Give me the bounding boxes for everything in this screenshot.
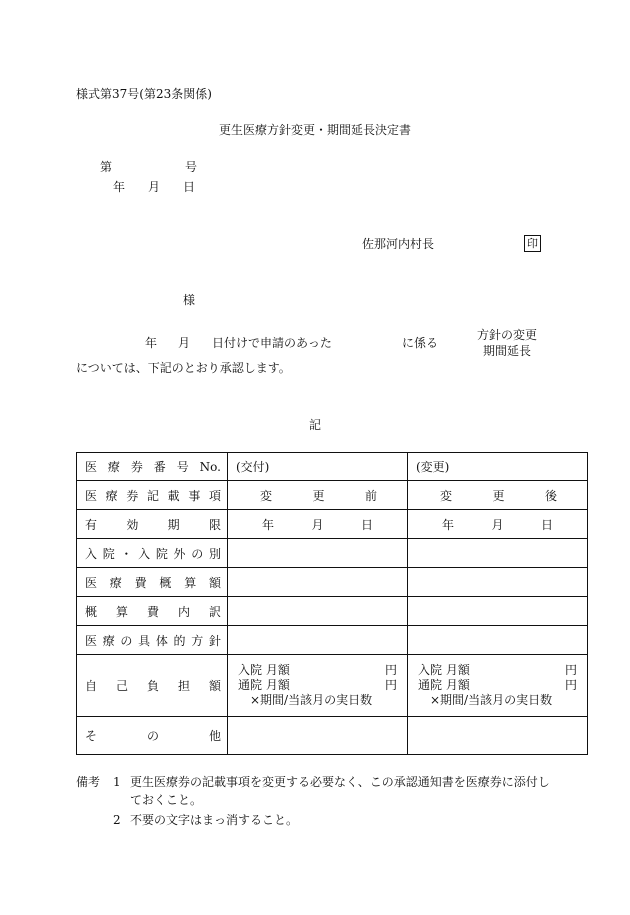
yen-unit: 円: [564, 678, 577, 692]
option-period-extension: 期間延長: [483, 344, 532, 358]
remark-1-number: 1: [113, 775, 121, 789]
copay-before-cell: [228, 655, 408, 717]
inpatient-monthly: 入院 月額: [418, 663, 470, 677]
blank-cell: [408, 717, 588, 755]
copay-after-cell: [408, 655, 588, 717]
outpatient-monthly: 通院 月額: [418, 678, 470, 692]
validity-month: 月: [491, 517, 504, 532]
label-estimated-cost: 医療費概算額: [77, 568, 228, 597]
after-char-2: 更: [492, 488, 505, 503]
remark-2-number: 2: [113, 813, 121, 827]
after-char-1: 変: [440, 488, 453, 503]
blank-cell: [228, 626, 408, 655]
option-policy-change: 方針の変更: [477, 328, 538, 342]
seal-stamp: 印: [524, 235, 541, 252]
number-suffix: 号: [185, 160, 198, 174]
form-number: 様式第37号(第23条関係): [76, 87, 212, 101]
date-month: 月: [148, 180, 161, 194]
issued-column: (交付): [228, 453, 408, 481]
remarks-heading: 備考: [76, 775, 101, 789]
body-month: 月: [178, 336, 191, 350]
before-char-3: 前: [364, 488, 377, 503]
ki-heading: 記: [309, 418, 322, 432]
issuer-name: 佐那河内村長: [362, 237, 435, 251]
date-day: 日: [183, 180, 196, 194]
before-char-1: 変: [260, 488, 273, 503]
body-related: に係る: [402, 336, 439, 350]
blank-cell: [408, 539, 588, 568]
body-year: 年: [145, 336, 158, 350]
changed-column: (変更): [408, 453, 588, 481]
validity-day: 日: [540, 517, 553, 532]
blank-cell: [228, 539, 408, 568]
table-row: [77, 597, 588, 626]
before-change-cell: [228, 481, 408, 510]
label-ticket-items: 医療券記載事項: [77, 481, 228, 510]
label-copayment: 自己負担額: [77, 655, 228, 717]
inpatient-monthly: 入院 月額: [238, 663, 290, 677]
body-approval: については、下記のとおり承認します。: [76, 361, 291, 375]
blank-cell: [228, 597, 408, 626]
table-row: [77, 717, 588, 755]
table-row: [77, 481, 588, 510]
validity-month: 月: [311, 517, 324, 532]
table-row: [77, 510, 588, 539]
yen-unit: 円: [564, 663, 577, 677]
blank-cell: [408, 568, 588, 597]
label-inpatient-type: 入院・入院外の別: [77, 539, 228, 568]
validity-before-cell: [228, 510, 408, 539]
after-char-3: 後: [544, 488, 557, 503]
label-ticket-number: 医療券番号No.: [77, 453, 228, 481]
remark-1-continuation: ておくこと。: [130, 793, 203, 807]
validity-after-cell: [408, 510, 588, 539]
outpatient-monthly: 通院 月額: [238, 678, 290, 692]
blank-cell: [228, 568, 408, 597]
blank-cell: [408, 597, 588, 626]
label-other: その他: [77, 717, 228, 755]
date-year: 年: [113, 180, 126, 194]
label-treatment-policy: 医療の具体的方針: [77, 626, 228, 655]
decision-table: [76, 452, 588, 755]
validity-year: 年: [442, 517, 455, 532]
label-cost-breakdown: 概算費内訳: [77, 597, 228, 626]
table-row: [77, 568, 588, 597]
remark-1-text: 更生医療券の記載事項を変更する必要なく、この承認通知書を医療券に添付し: [130, 775, 550, 789]
table-row: [77, 539, 588, 568]
label-validity: 有効期限: [77, 510, 228, 539]
blank-cell: [228, 717, 408, 755]
yen-unit: 円: [384, 663, 397, 677]
copay-note: ×期間/当該月の実日数: [250, 693, 373, 707]
body-applied: 日付けで申請のあった: [212, 336, 332, 350]
remark-2-text: 不要の文字はまっ消すること。: [130, 813, 299, 827]
yen-unit: 円: [384, 678, 397, 692]
after-change-cell: [408, 481, 588, 510]
document-title: 更生医療方針変更・期間延長決定書: [219, 123, 412, 137]
addressee-suffix: 様: [183, 293, 196, 307]
blank-cell: [408, 626, 588, 655]
table-row: [77, 626, 588, 655]
validity-day: 日: [360, 517, 373, 532]
copay-note: ×期間/当該月の実日数: [430, 693, 553, 707]
table-row: [77, 453, 588, 481]
number-prefix: 第: [100, 160, 113, 174]
validity-year: 年: [262, 517, 275, 532]
table-row: [77, 655, 588, 717]
before-char-2: 更: [312, 488, 325, 503]
